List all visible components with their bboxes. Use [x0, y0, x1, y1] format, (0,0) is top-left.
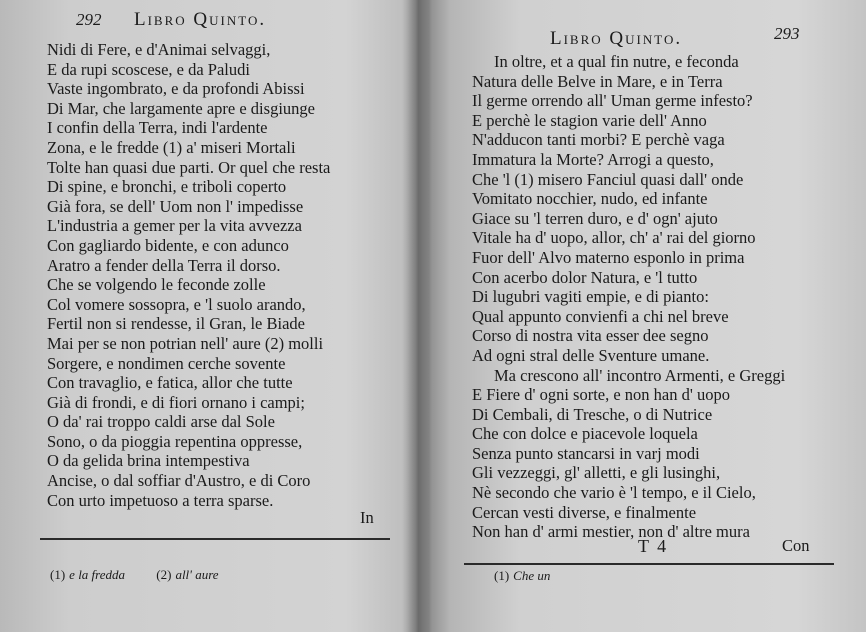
footnote-text: all' aure [175, 567, 219, 582]
verse-line: Con gagliardo bidente, e con adunco [47, 235, 289, 255]
verse-line: Di lugubri vagiti empie, e di pianto: [472, 287, 709, 307]
verse-line: Che se volgendo le feconde zolle [47, 275, 266, 295]
verse-line: Immatura la Morte? Arrogi a questo, [472, 149, 714, 169]
verse-line: Il germe orrendo all' Uman germe infesto? [472, 91, 753, 111]
verse-line: Già fora, se dell' Uom non l' impedisse [47, 196, 304, 216]
verse-line: Senza punto stancarsi in varj modi [472, 443, 700, 463]
verse-line: Nidi di Fere, e d'Animai selvaggi, [47, 40, 271, 59]
footnote-mark: (2) [156, 567, 172, 582]
right-footnotes [494, 568, 578, 584]
verse-line: Con travaglio, e fatica, allor che tutte [47, 373, 293, 393]
right-footnote-rule [464, 563, 834, 565]
verse-line: E da rupi scoscese, e da Paludi [47, 59, 250, 79]
verse-line: Sono, o da pioggia repentina oppresse, [47, 431, 303, 451]
footnote [494, 568, 550, 583]
verse-line: E perchè le stagion varie dell' Anno [472, 110, 707, 130]
verse-line: Mai per se non potrian nell' aure (2) molli [47, 333, 324, 353]
verse-line: Fuor dell' Alvo materno esponlo in prima [472, 247, 745, 267]
verse-line: Natura delle Belve in Mare, e in Terra [472, 71, 723, 91]
verse-line: Nè secondo che vario è 'l tempo, e il Cielo, [472, 483, 756, 503]
verse-line: Che con dolce e piacevole loquela [472, 424, 698, 444]
footnote-mark: (1) [494, 568, 510, 583]
verse-line: Zona, e le fredde (1) a' miseri Mortali [47, 137, 296, 157]
verse-line: Di spine, e bronchi, e triboli coperto [47, 177, 287, 197]
verse-line: O da gelida brina intempestiva [47, 451, 250, 471]
footnote-mark: (1) [50, 567, 66, 582]
left-footnotes [50, 567, 247, 583]
verse-line: I confin della Terra, indi l'ardente [47, 118, 268, 138]
right-page [428, 0, 866, 632]
footnote [50, 567, 125, 582]
verse-line: Sorgere, e nondimen cerche sovente [47, 353, 286, 373]
verse-line: Non han d' armi mestier, non d' altre mura [472, 522, 750, 542]
verse-line: Ma crescono all' incontro Armenti, e Greggi [494, 365, 786, 385]
right-catchword: Con [782, 536, 810, 555]
left-catchword: In [360, 508, 374, 527]
right-page-number: 293 [774, 24, 800, 43]
right-verse-block [472, 52, 785, 542]
verse-line: O da' rai troppo caldi arse dal Sole [47, 412, 275, 432]
footnote-text: Che un [513, 568, 551, 583]
verse-line: Vitale ha d' uopo, allor, ch' a' rai del giorno [472, 228, 756, 248]
verse-line: E Fiere d' ogni sorte, e non han d' uopo [472, 385, 730, 405]
verse-line: Ad ogni stral delle Sventure umane. [472, 345, 710, 365]
left-verse-block [47, 40, 330, 510]
left-page-number: 292 [76, 10, 102, 29]
verse-line: Con urto impetuoso a terra sparse. [47, 490, 274, 510]
footnote-text: e la fredda [69, 567, 126, 582]
verse-line: Di Mar, che largamente apre e disgiunge [47, 98, 315, 118]
verse-line: Col vomere sossopra, e 'l suolo arando, [47, 294, 306, 314]
verse-line: Qual appunto convienfi a chi nel breve [472, 306, 729, 326]
verse-line: Ancise, o dal soffiar d'Austro, e di Coro [47, 471, 311, 491]
verse-line: Già di frondi, e di fiori ornano i campi; [47, 392, 305, 412]
verse-line: Cercan vesti diverse, e finalmente [472, 502, 697, 522]
verse-line: Che 'l (1) misero Fanciul quasi dall' onde [472, 169, 744, 189]
verse-line: Vomitato nocchier, nudo, ed infante [472, 189, 708, 209]
right-running-head: Libro Quinto. [550, 28, 683, 49]
left-running-head: Libro Quinto. [134, 9, 267, 30]
verse-line: Di Cembali, di Tresche, o di Nutrice [472, 404, 713, 424]
footnote [156, 567, 218, 582]
signature-mark: T 4 [638, 536, 669, 556]
left-footnote-rule [40, 538, 390, 540]
verse-line: Gli vezzeggi, gl' alletti, e gli lusinghi, [472, 463, 721, 483]
verse-line: Tolte han quasi due parti. Or quel che resta [47, 157, 331, 177]
verse-line: Vaste ingombrato, e da profondi Abissi [47, 79, 305, 99]
verse-line: Aratro a fender della Terra il dorso. [47, 255, 281, 275]
verse-line: Fertil non si rendesse, il Gran, le Biade [47, 314, 305, 334]
verse-line: Giace su 'l terren duro, e d' ogn' ajuto [472, 208, 718, 228]
verse-line: N'adducon tanti morbi? E perchè vaga [472, 130, 725, 150]
verse-line: Con acerbo dolor Natura, e 'l tutto [472, 267, 698, 287]
verse-line: In oltre, et a qual fin nutre, e feconda [494, 52, 739, 71]
left-page [0, 0, 410, 632]
verse-line: Corso di nostra vita esser dee segno [472, 326, 709, 346]
verse-line: L'industria a gemer per la vita avvezza [47, 216, 302, 236]
